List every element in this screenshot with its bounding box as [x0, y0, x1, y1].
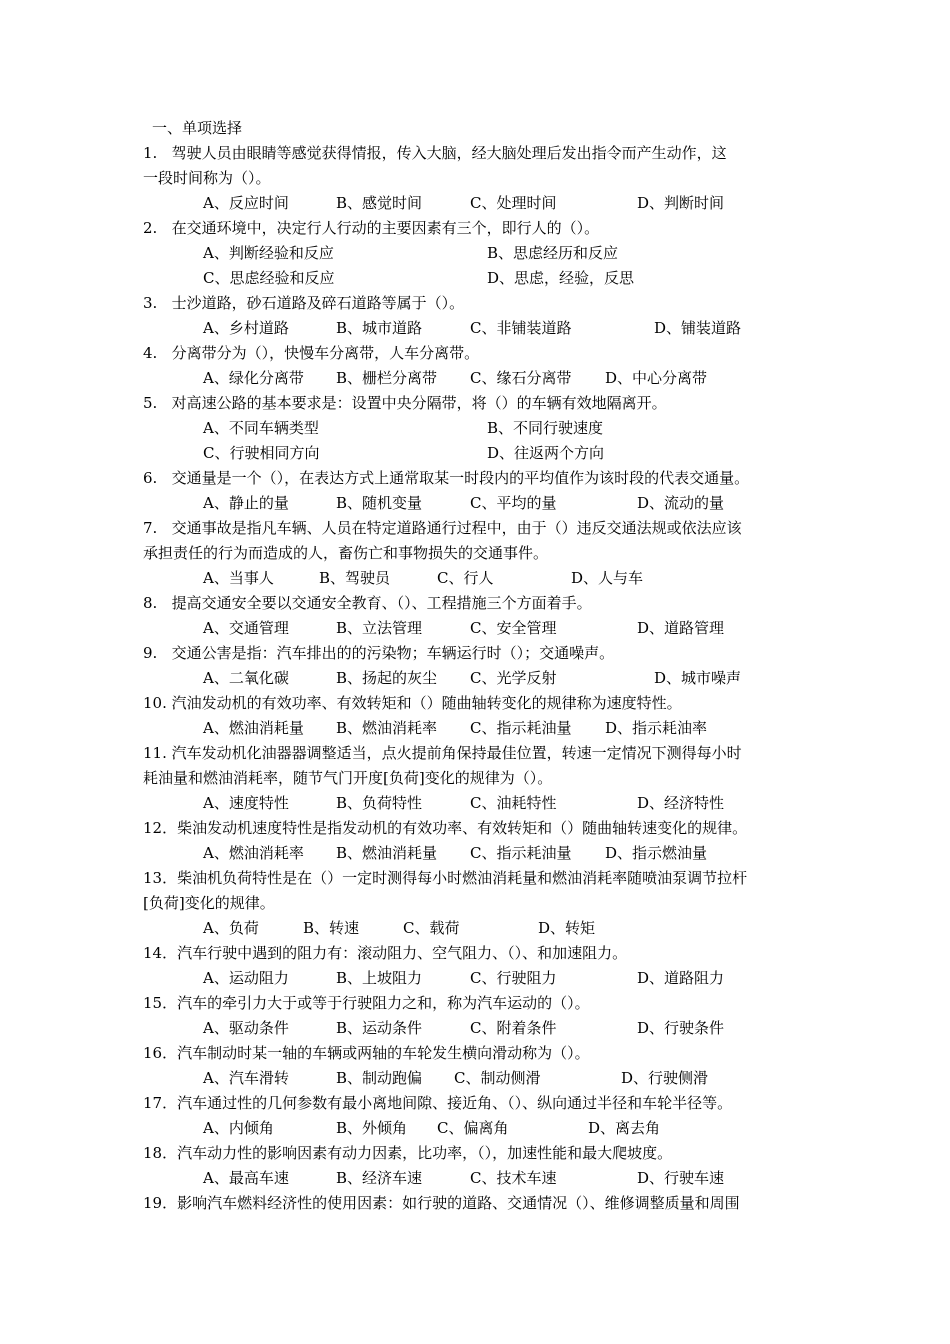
option-d: D、思虑，经验，反思: [487, 269, 635, 287]
option-a: A、反应时间: [203, 194, 289, 212]
option-d: D、流动的量: [637, 494, 725, 512]
option-a: A、内倾角: [203, 1119, 274, 1137]
option-b: B、燃油消耗量: [336, 844, 438, 862]
option-c: C、行驶相同方向: [203, 444, 320, 462]
section-title: 一、单项选择: [152, 119, 243, 137]
question-stem-line: 16．汽车制动时某一轴的车辆或两轴的车轮发生横向滑动称为（）。: [143, 1044, 590, 1062]
question-stem-line: [负荷]变化的规律。: [143, 894, 275, 912]
option-a: A、交通管理: [203, 619, 289, 637]
option-c: C、行人: [437, 569, 494, 587]
option-d: D、转矩: [538, 919, 596, 937]
option-d: D、行驶侧滑: [621, 1069, 709, 1087]
option-a: A、燃油消耗量: [203, 719, 304, 737]
option-a: A、不同车辆类型: [203, 419, 319, 437]
option-c: C、油耗特性: [470, 794, 557, 812]
option-d: D、指示燃油量: [605, 844, 708, 862]
option-b: B、经济车速: [336, 1169, 423, 1187]
option-b: B、转速: [303, 919, 360, 937]
option-b: B、运动条件: [336, 1019, 423, 1037]
option-b: B、城市道路: [336, 319, 423, 337]
option-b: B、不同行驶速度: [487, 419, 604, 437]
option-c: C、缘石分离带: [470, 369, 572, 387]
question-stem-line: 17．汽车通过性的几何参数有最小离地间隙、接近角、（）、纵向通过半径和车轮半径等。: [143, 1094, 733, 1112]
question-stem-line: 12．柴油发动机速度特性是指发动机的有效功率、有效转矩和（）随曲轴转速变化的规律。: [143, 819, 748, 837]
option-c: C、附着条件: [470, 1019, 557, 1037]
question-stem-line: 耗油量和燃油消耗率，随节气门开度[负荷]变化的规律为（）。: [143, 769, 553, 787]
question-stem-line: 5. 对高速公路的基本要求是：设置中央分隔带，将（）的车辆有效地隔离开。: [143, 394, 667, 412]
option-d: D、指示耗油率: [605, 719, 708, 737]
option-d: D、道路阻力: [637, 969, 725, 987]
option-b: B、感觉时间: [336, 194, 423, 212]
option-b: B、驾驶员: [319, 569, 391, 587]
option-b: B、上坡阻力: [336, 969, 423, 987]
question-stem-line: 10. 汽油发动机的有效功率、有效转矩和（）随曲轴转变化的规律称为速度特性。: [143, 694, 682, 712]
option-d: D、中心分离带: [605, 369, 708, 387]
option-d: D、道路管理: [637, 619, 725, 637]
option-b: B、栅栏分离带: [336, 369, 438, 387]
question-stem-line: 6. 交通量是一个（），在表达方式上通常取某一时段内的平均值作为该时段的代表交通量。: [143, 469, 750, 487]
option-d: D、行驶车速: [637, 1169, 725, 1187]
option-d: D、判断时间: [637, 194, 725, 212]
option-b: B、随机变量: [336, 494, 423, 512]
question-stem-line: 3. 士沙道路，砂石道路及碎石道路等属于（）。: [143, 294, 465, 312]
option-c: C、安全管理: [470, 619, 557, 637]
option-c: C、偏离角: [437, 1119, 509, 1137]
option-c: C、处理时间: [470, 194, 557, 212]
option-c: C、指示耗油量: [470, 844, 572, 862]
option-b: B、思虑经历和反应: [487, 244, 619, 262]
option-a: A、驱动条件: [203, 1019, 289, 1037]
option-a: A、最高车速: [203, 1169, 289, 1187]
question-stem-line: 13．柴油机负荷特性是在（）一定时测得每小时燃油消耗量和燃油消耗率随喷油泵调节拉杆: [143, 869, 748, 887]
option-d: D、铺装道路: [654, 319, 742, 337]
question-stem-line: 1. 驾驶人员由眼睛等感觉获得情报，传入大脑，经大脑处理后发出指令而产生动作，这: [143, 144, 727, 162]
option-a: A、当事人: [203, 569, 274, 587]
question-stem-line: 15．汽车的牵引力大于或等于行驶阻力之和，称为汽车运动的（）。: [143, 994, 590, 1012]
question-stem-line: 7. 交通事故是指凡车辆、人员在特定道路通行过程中，由于（）违反交通法规或依法应该: [143, 519, 742, 537]
option-b: B、制动跑偏: [336, 1069, 423, 1087]
question-stem-line: 一段时间称为（）。: [143, 169, 271, 187]
option-c: C、行驶阻力: [470, 969, 557, 987]
option-c: C、平均的量: [470, 494, 557, 512]
option-a: A、汽车滑转: [203, 1069, 289, 1087]
option-c: C、思虑经验和反应: [203, 269, 335, 287]
option-b: B、负荷特性: [336, 794, 423, 812]
option-d: D、人与车: [571, 569, 644, 587]
option-d: D、行驶条件: [637, 1019, 725, 1037]
option-c: C、指示耗油量: [470, 719, 572, 737]
option-a: A、二氧化碳: [203, 669, 289, 687]
question-stem-line: 9. 交通公害是指：汽车排出的的污染物；车辆运行时（）；交通噪声。: [143, 644, 615, 662]
option-b: B、立法管理: [336, 619, 423, 637]
question-stem-line: 14．汽车行驶中遇到的阻力有：滚动阻力、空气阻力、（）、和加速阻力。: [143, 944, 628, 962]
option-c: C、载荷: [403, 919, 460, 937]
question-stem-line: 18．汽车动力性的影响因素有动力因素，比功率，（），加速性能和最大爬坡度。: [143, 1144, 673, 1162]
option-d: D、往返两个方向: [487, 444, 605, 462]
option-a: A、乡村道路: [203, 319, 289, 337]
question-stem-line: 承担责任的行为而造成的人，畜伤亡和事物损失的交通事件。: [143, 544, 549, 562]
question-stem-line: 8. 提高交通安全要以交通安全教育、（）、工程措施三个方面着手。: [143, 594, 592, 612]
option-d: D、城市噪声: [654, 669, 742, 687]
option-d: D、经济特性: [637, 794, 725, 812]
option-c: C、技术车速: [470, 1169, 557, 1187]
option-c: C、非铺装道路: [470, 319, 572, 337]
question-stem-line: 4. 分离带分为（），快慢车分离带，人车分离带。: [143, 344, 480, 362]
option-a: A、判断经验和反应: [203, 244, 334, 262]
option-c: C、制动侧滑: [454, 1069, 541, 1087]
question-stem-line: 2. 在交通环境中，决定行人行动的主要因素有三个，即行人的（）。: [143, 219, 600, 237]
option-b: B、外倾角: [336, 1119, 408, 1137]
option-a: A、运动阻力: [203, 969, 289, 987]
option-b: B、燃油消耗率: [336, 719, 438, 737]
question-stem-line: 19．影响汽车燃料经济性的使用因素：如行驶的道路、交通情况（）、维修调整质量和周围: [143, 1194, 740, 1212]
option-c: C、光学反射: [470, 669, 557, 687]
option-a: A、绿化分离带: [203, 369, 304, 387]
option-a: A、静止的量: [203, 494, 289, 512]
question-stem-line: 11. 汽车发动机化油器器调整适当，点火提前角保持最佳位置，转速一定情况下测得每小时: [143, 744, 742, 762]
option-a: A、负荷: [203, 919, 259, 937]
option-a: A、燃油消耗率: [203, 844, 304, 862]
option-d: D、离去角: [588, 1119, 661, 1137]
option-b: B、扬起的灰尘: [336, 669, 438, 687]
option-a: A、速度特性: [203, 794, 289, 812]
